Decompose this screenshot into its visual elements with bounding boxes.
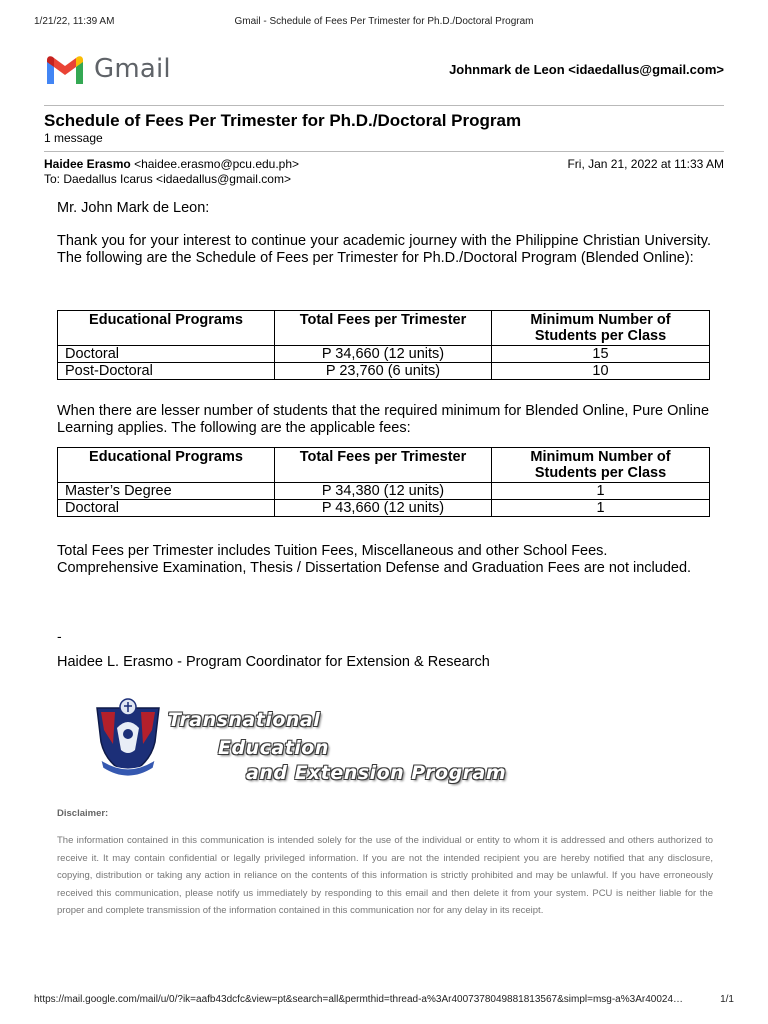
table-row	[58, 346, 710, 363]
recipient-line: To: Daedallus Icarus <idaedallus@gmail.com>	[44, 172, 291, 186]
fee-cell: P 34,380 (12 units)	[275, 483, 492, 500]
col-header-min-students: Minimum Number of Students per Class	[492, 311, 710, 346]
greeting: Mr. John Mark de Leon:	[57, 200, 210, 216]
pure-online-paragraph: When there are lesser number of students that the required minimum for Blended Online, Pure Online Learning applies. The following are the applicable fees:	[57, 403, 710, 436]
print-title: Gmail - Schedule of Fees Per Trimester for Ph.D./Doctoral Program	[234, 16, 534, 27]
logo-text-line-3: and Extension Program	[246, 762, 507, 784]
notes-paragraph: Total Fees per Trimester includes Tuition Fees, Miscellaneous and other School Fees. Comprehensive Examination, Thesis / Dissertation Defense and Graduation Fees are not included.	[57, 543, 692, 576]
min-students-cell: 1	[492, 500, 710, 517]
table-row	[58, 483, 710, 500]
sender-name: Haidee Erasmo	[44, 157, 131, 171]
fee-cell: P 23,760 (6 units)	[275, 363, 492, 380]
gmail-header	[44, 52, 724, 92]
university-crest-icon	[95, 698, 161, 778]
program-cell: Master’s Degree	[58, 483, 275, 500]
min-students-cell: 1	[492, 483, 710, 500]
pure-online-fees-table	[57, 447, 710, 517]
sender-email: <haidee.erasmo@pcu.edu.ph>	[134, 157, 300, 171]
thread-divider	[44, 151, 724, 152]
min-students-cell: 15	[492, 346, 710, 363]
logo-text-line-1: Transnational	[168, 709, 321, 731]
print-timestamp: 1/21/22, 11:39 AM	[34, 16, 115, 27]
account-label: Johnmark de Leon <idaedallus@gmail.com>	[449, 62, 724, 77]
logo-text-line-2: Education	[218, 737, 329, 759]
page-url: https://mail.google.com/mail/u/0/?ik=aafb43dcfc&view=pt&search=all&permthid=thread-a%3Ar4007378049881813567&simpl=msg-a%3Ar40024…	[34, 994, 684, 1005]
table-row	[58, 363, 710, 380]
col-header-min-students: Minimum Number of Students per Class	[492, 448, 710, 483]
sender-line	[44, 157, 299, 171]
disclaimer-label: Disclaimer:	[57, 808, 109, 819]
col-header-program: Educational Programs	[58, 448, 275, 483]
fee-cell: P 43,660 (12 units)	[275, 500, 492, 517]
print-header	[34, 16, 734, 30]
min-students-cell: 10	[492, 363, 710, 380]
disclaimer-text: The information contained in this communication is intended solely for the use of the individual or entity to whom it is addressed and others authorized to receive it. It may contain confidential or legally privileged information. If you are not the intended recipient you are hereby notified that any disclosure, copying, distribution or taking any action in reliance on the contents of this information is strictly prohibited and may be unlawful. If you have erroneously received this communication, please notify us immediately by responding to this email and then delete it from your system. PCU is neither liable for the proper and complete transmission of the information contained in this communication nor for any delay in its receipt.	[57, 835, 713, 916]
signature-separator: -	[57, 628, 62, 644]
gmail-logo-icon	[44, 54, 86, 86]
gmail-wordmark: Gmail	[94, 54, 171, 84]
message-date: Fri, Jan 21, 2022 at 11:33 AM	[567, 157, 724, 171]
col-header-program: Educational Programs	[58, 311, 275, 346]
table-row	[58, 500, 710, 517]
program-cell: Doctoral	[58, 346, 275, 363]
table-header-row	[58, 311, 710, 346]
email-subject: Schedule of Fees Per Trimester for Ph.D./Doctoral Program	[44, 111, 522, 130]
program-cell: Post-Doctoral	[58, 363, 275, 380]
blended-fees-table	[57, 310, 710, 380]
page-number: 1/1	[720, 994, 734, 1005]
program-cell: Doctoral	[58, 500, 275, 517]
fee-cell: P 34,660 (12 units)	[275, 346, 492, 363]
message-count: 1 message	[44, 131, 103, 145]
table-header-row	[58, 448, 710, 483]
intro-paragraph: Thank you for your interest to continue your academic journey with the Philippine Christian University. The following are the Schedule of Fees per Trimester for Ph.D./Doctoral Program (Blended Online):	[57, 233, 711, 266]
header-divider	[44, 105, 724, 106]
col-header-fees: Total Fees per Trimester	[275, 311, 492, 346]
signature: Haidee L. Erasmo - Program Coordinator for Extension & Research	[57, 654, 490, 670]
col-header-fees: Total Fees per Trimester	[275, 448, 492, 483]
